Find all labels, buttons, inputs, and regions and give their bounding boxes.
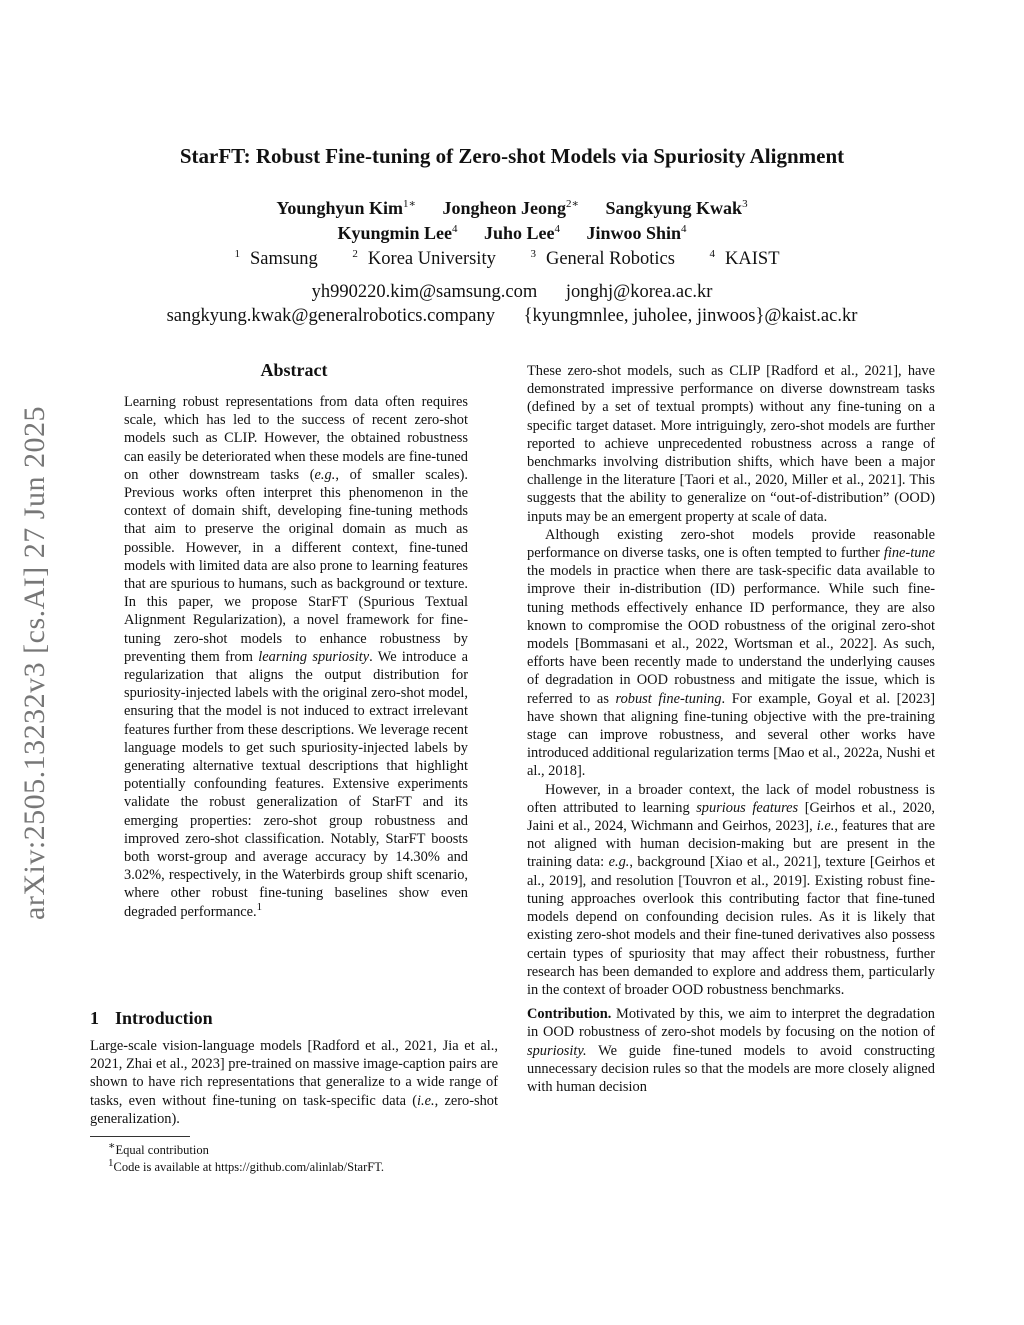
paragraph: However, in a broader context, the lack of model robustness is often attributed to learning spurious features [Geirhos et al., 2020, Jaini et al., 2024, Wichmann and Geirhos, 2023], i.e., features that are not aligned with human decision-making but are present in the training data: e.g., background [Xiao et al., 2021], texture [Geirhos et al., 2019], and resolution [Touvron et al., 2019]. Existing robust fine-tuning approaches overlook this contributing factor that fine-tuned models depend on confounding decision rules. As it is likely that existing zero-shot models and their fine-tuned derivatives also possess certain types of spuriosity that may affect their robustness, further research has been demanded to explore and address them, particularly in the context of broader OOD robustness benchmarks. [527, 781, 935, 998]
affiliation: $^3$ General Robotics [530, 247, 675, 269]
arxiv-sidebar [12, 378, 58, 948]
author: Sangkyung Kwak$^3$ [605, 198, 748, 218]
footnote: $^1$Code is available at https://github.com/alinlab/StarFT. [108, 1156, 385, 1174]
arxiv-identifier: arXiv:2505.13232v3 [cs.AI] 27 Jun 2025 [18, 406, 51, 920]
footnotes [108, 1139, 385, 1175]
contribution-paragraph: Contribution. Motivated by this, we aim to interpret the degradation in OOD robustness of zero-shot models by focusing on the notion of spuriosity. We guide fine-tuned models to avoid constructing unnecessary decision rules so that the models are more closely aligned with human decision [527, 1006, 935, 1095]
paper-title: StarFT: Robust Fine-tuning of Zero-shot Models via Spuriosity Alignment [179, 144, 845, 168]
author: Jongheon Jeong$^{2∗}$ [442, 198, 579, 218]
author: Younghyun Kim$^{1∗}$ [276, 198, 416, 218]
footnote-divider [90, 1136, 190, 1137]
author: Kyungmin Lee$^4$ [337, 223, 458, 243]
abstract-heading: Abstract [260, 360, 328, 380]
right-column [527, 362, 935, 1096]
affiliation: $^2$ Korea University [352, 247, 496, 269]
author: Jinwoo Shin$^4$ [586, 223, 687, 243]
email-list [0, 280, 1024, 328]
paragraph: These zero-shot models, such as CLIP [Radford et al., 2021], have demonstrated impressive performance on diverse downstream tasks (defined by a set of textual prompts) without any fine-tuning on a specific target dataset. More intriguingly, zero-shot models are further reported to achieve unprecedented robustness across a range of benchmarks involving distribution shifts, which have been a major challenge in the literature [Taori et al., 2020, Miller et al., 2021]. This suggests that the ability to generalize on “out-of-distribution” (OOD) inputs may be an emergent property at scale of data. [527, 363, 935, 525]
affiliation: $^1$ Samsung [234, 247, 318, 269]
email: yh990220.kim@samsung.com [311, 282, 538, 302]
abstract-text: Learning robust representations from data often requires scale, which has led to the success of recent zero-shot models such as CLIP. However, the obtained robustness can easily be deteriorated when these models are fine-tuned on other downstream tasks (e.g., of smaller scales). Previous works often interpret this phenomenon in the context of domain shift, developing fine-tuning methods that aim to preserve the original domain as much as possible. However, in a different context, fine-tuned models with limited data are also prone to learning features that are spurious to humans, such as background or texture. In this paper, we propose StarFT (Spurious Textual Alignment Regularization), a novel framework for fine-tuning zero-shot models to enhance robustness by preventing them from learning spuriosity. We introduce a regularization that aligns the output distribution for spuriosity-injected labels with the original zero-shot model, ensuring that the model is not induced to extract irrelevant features further from these descriptions. We leverage recent language models to get such spuriosity-injected labels by generating alternative textual descriptions that highlight potentially confounding features. Extensive experiments validate the robust generalization of StarFT and its emerging properties: zero-shot group robustness and improved zero-shot classification. Notably, StarFT boosts both worst-group and average accuracy by 14.30% and 3.02%, respectively, in the Waterbirds group shift scenario, where other robust fine-tuning baselines show even degraded performance.$^1$ [124, 394, 468, 920]
author-list [0, 196, 1024, 246]
affiliation-list [0, 249, 1024, 270]
footnote: ∗Equal contribution [108, 1139, 209, 1157]
email: sangkyung.kwak@generalrobotics.company [166, 306, 495, 326]
author: Juho Lee$^4$ [483, 223, 560, 243]
affiliation: $^4$ KAIST [709, 247, 780, 269]
email: {kyungmnlee, juholee, jinwoos}@kaist.ac.kr [523, 306, 858, 326]
intro-paragraph: Large-scale vision-language models [Radford et al., 2021, Jia et al., 2021, Zhai et al., 2023] pre-trained on massive image-caption pairs are shown to have rich representations that generalize to a wide range of tasks, even without fine-tuning on task-specific data (i.e., zero-shot generalization). [90, 1038, 498, 1127]
left-column [90, 360, 498, 921]
section-heading: 1 Introduction [90, 1008, 213, 1028]
paragraph: Although existing zero-shot models provide reasonable performance on diverse tasks, one is often tempted to further fine-tune the models in practice when there are task-specific data available to improve their in-distribution (ID) performance. While such fine-tuning methods effectively enhance ID performance, they are also known to compromise the OOD robustness of the original zero-shot models [Bommasani et al., 2022, Wortsman et al., 2022]. As such, efforts have been recently made to understand the underlying causes of degradation in OOD robustness and mitigate the issue, which is referred to as robust fine-tuning. For example, Goyal et al. [2023] have shown that aligning fine-tuning objective with the pre-training stage can improve robustness, and several other works have introduced additional regularization terms [Mao et al., 2022a, Nushi et al., 2018]. [527, 526, 936, 780]
email: jonghj@korea.ac.kr [565, 282, 713, 302]
